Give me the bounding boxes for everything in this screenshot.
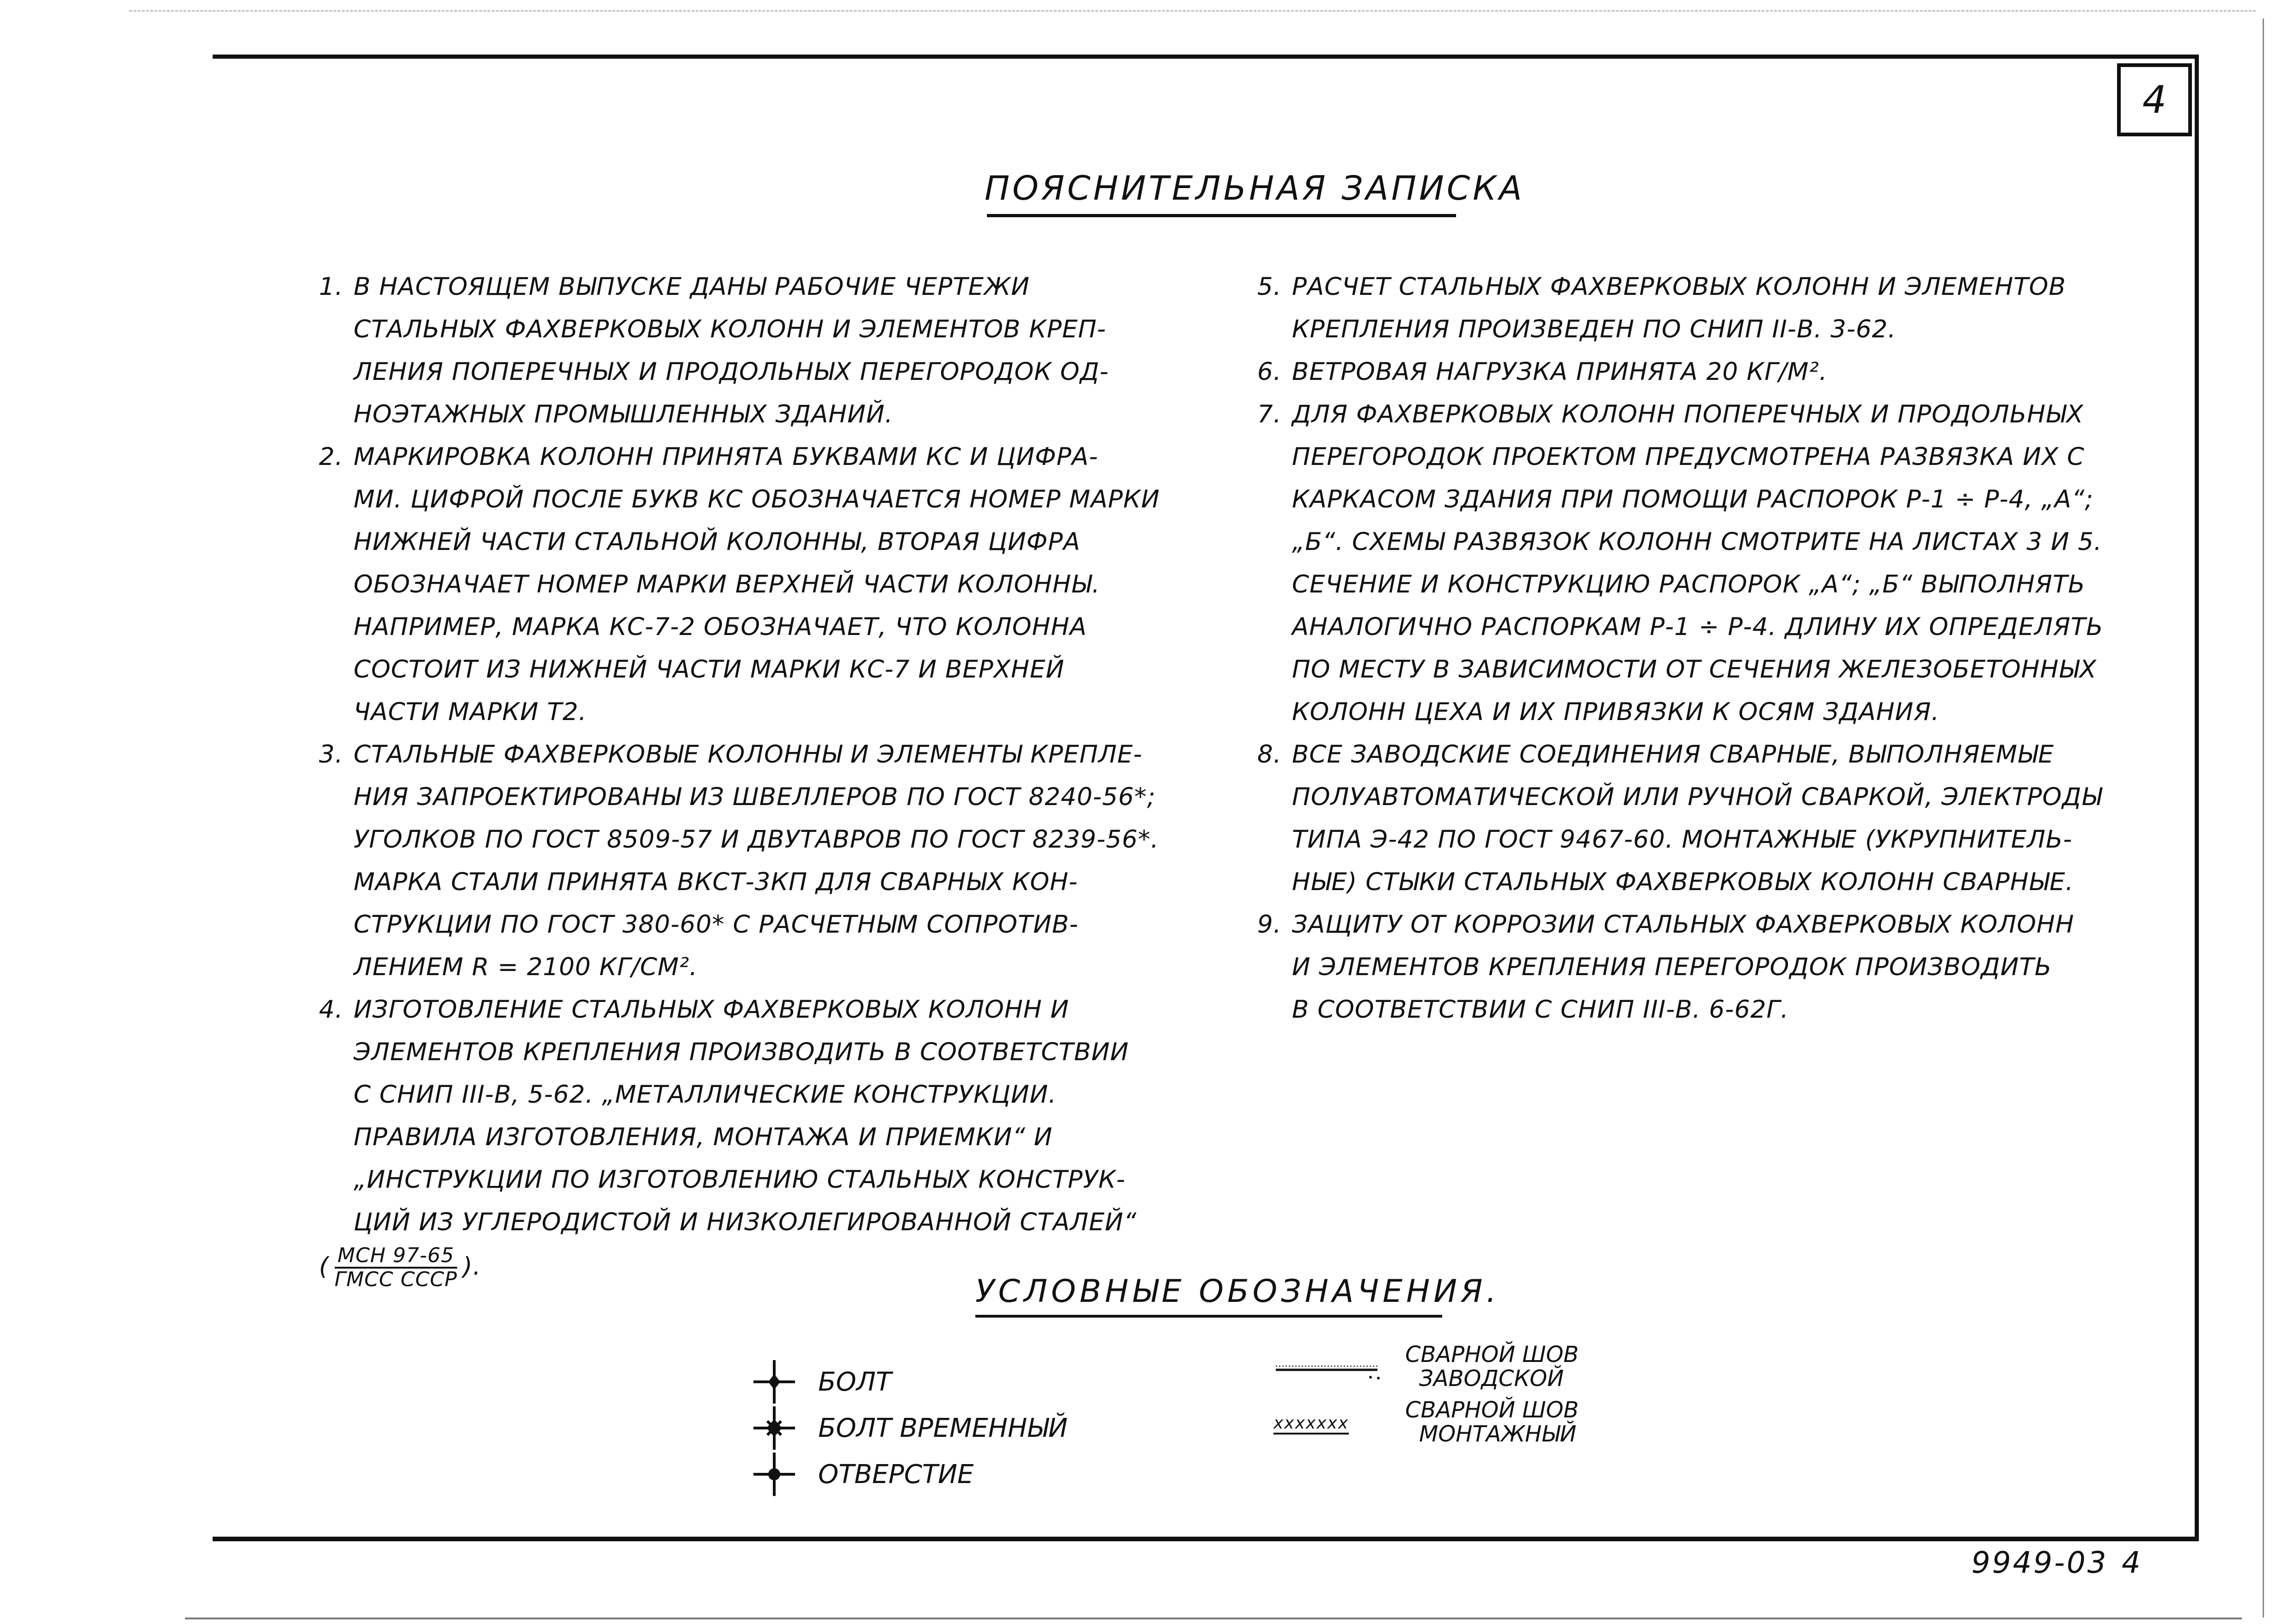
legend-hole [749,1449,973,1500]
legend-field-weld [1405,1398,1579,1446]
legend-temp-bolt-label: БОЛТ ВРЕМЕННЫЙ [818,1413,1068,1443]
legend-underline [975,1315,1442,1318]
document-code: 9949-03 [1971,1546,2108,1580]
note-number: 8. [1257,740,1282,769]
note-number: 2. [319,443,343,471]
note-item [1257,733,2163,904]
note-item [319,436,1188,733]
note-item [319,733,1188,989]
note-item [1257,904,2163,1031]
document-sheet-number: 4 [2122,1546,2141,1580]
note-number: 6. [1257,358,1282,386]
legend-bolt-label: БОЛТ [818,1367,892,1397]
field-weld-icon: xxxxxxx [1273,1414,1349,1435]
note-item [1257,266,2163,351]
page-number-box [2117,63,2192,136]
note-text: ДЛЯ ФАХВЕРКОВЫХ КОЛОНН ПОПЕРЕЧНЫХ И ПРОДОЛЬНЫХ ПЕРЕГОРОДОК ПРОЕКТОМ ПРЕДУСМОТРЕНА РАЗВЯЗКА ИХ С КАРКАСОМ ЗДАНИЯ ПРИ ПОМОЩИ РАСПОРОК Р-1 ÷ Р-4, „А“; „Б“. СХЕМЫ РАЗВЯЗОК КОЛОНН СМОТРИТЕ НА ЛИСТАХ 3 И 5. СЕЧЕНИЕ И КОНСТРУКЦИЮ РАСПОРОК „А“; „Б“ ВЫПОЛНЯТЬ АНАЛОГИЧНО РАСПОРКАМ Р-1 ÷ Р-4. ДЛИНУ ИХ ОПРЕДЕЛЯТЬ ПО МЕСТУ В ЗАВИСИМОСТИ ОТ СЕЧЕНИЯ ЖЕЛЕЗОБЕТОННЫХ КОЛОНН ЦЕХА И ИХ ПРИВЯЗКИ К ОСЯМ ЗДАНИЯ. [1292,400,2104,726]
note-number: 9. [1257,910,1282,939]
legend-bolt [749,1356,892,1407]
shop-weld-line1: СВАРНОЙ ШОВ [1405,1342,1579,1368]
page-number: 4 [2142,78,2167,122]
temporary-bolt-icon [749,1403,800,1453]
note-number: 1. [319,273,343,301]
legend-temp-bolt [749,1403,1068,1453]
shop-weld-line2: ЗАВОДСКОЙ [1419,1366,1564,1392]
note-text: ВЕТРОВАЯ НАГРУЗКА ПРИНЯТА 20 КГ/М². [1292,358,1828,386]
note-text: СТАЛЬНЫЕ ФАХВЕРКОВЫЕ КОЛОННЫ И ЭЛЕМЕНТЫ КРЕПЛЕ- НИЯ ЗАПРОЕКТИРОВАНЫ ИЗ ШВЕЛЛЕРОВ ПО ГОСТ 8240-56*; УГОЛКОВ ПО ГОСТ 8509-57 И ДВУТАВРОВ ПО ГОСТ 8239-56*. МАРКА СТАЛИ ПРИНЯТА ВКСТ-3КП ДЛЯ СВАРНЫХ КОН- СТРУКЦИИ ПО ГОСТ 380-60* С РАСЧЕТНЫМ СОПРОТИВ- ЛЕНИЕМ R = 2100 КГ/СМ². [354,740,1159,981]
fraction-denominator: ГМСС СССР [334,1268,458,1292]
field-weld-line2: МОНТАЖНЫЙ [1419,1421,1577,1447]
frame-right-border [2195,55,2199,1540]
shop-weld-icon [1276,1363,1382,1382]
note-item [1257,393,2163,733]
hole-icon [749,1449,800,1500]
note-number: 3. [319,740,343,769]
note-text: В НАСТОЯЩЕМ ВЫПУСКЕ ДАНЫ РАБОЧИЕ ЧЕРТЕЖИ СТАЛЬНЫХ ФАХВЕРКОВЫХ КОЛОНН И ЭЛЕМЕНТОВ КРЕП- ЛЕНИЯ ПОПЕРЕЧНЫХ И ПРОДОЛЬНЫХ ПЕРЕГОРОДОК ОД- НОЭТАЖНЫХ ПРОМЫШЛЕННЫХ ЗДАНИЙ. [354,273,1109,428]
standard-reference: ( $\frac{\text{МСН 97-65}}{\text{ГМСС СССР}}$ ). [319,1244,481,1292]
reference-fraction [332,1245,460,1291]
legend-hole-label: ОТВЕРСТИЕ [818,1459,974,1490]
note-item [319,266,1188,436]
note-text: ЗАЩИТУ ОТ КОРРОЗИИ СТАЛЬНЫХ ФАХВЕРКОВЫХ КОЛОНН И ЭЛЕМЕНТОВ КРЕПЛЕНИЯ ПЕРЕГОРОДОК ПРОИЗВОДИТЬ В СООТВЕТСТВИИ С СНИП III-В. 6-62Г. [1292,910,2075,1024]
note-text: РАСЧЕТ СТАЛЬНЫХ ФАХВЕРКОВЫХ КОЛОНН И ЭЛЕМЕНТОВ КРЕПЛЕНИЯ ПРОИЗВЕДЕН ПО СНИП II-В. 3-62. [1292,273,2066,343]
sheet-edge-right [2263,18,2264,1618]
frame-top-border [213,55,2196,59]
notes-left-column [319,266,1188,1291]
legend-shop-weld [1405,1343,1579,1391]
note-number: 4. [319,995,343,1024]
title-underline [987,214,1456,217]
note-text: МАРКИРОВКА КОЛОНН ПРИНЯТА БУКВАМИ КС И ЦИФРА- МИ. ЦИФРОЙ ПОСЛЕ БУКВ КС ОБОЗНАЧАЕТСЯ НОМЕР МАРКИ НИЖНЕЙ ЧАСТИ СТАЛЬНОЙ КОЛОННЫ, ВТОРАЯ ЦИФРА ОБОЗНАЧАЕТ НОМЕР МАРКИ ВЕРХНЕЙ ЧАСТИ КОЛОННЫ. НАПРИМЕР, МАРКА КС-7-2 ОБОЗНАЧАЕТ, ЧТО КОЛОННА СОСТОИТ ИЗ НИЖНЕЙ ЧАСТИ МАРКИ КС-7 И ВЕРХНЕЙ ЧАСТИ МАРКИ Т2. [354,443,1160,726]
page-title: ПОЯСНИТЕЛЬНАЯ ЗАПИСКА [985,169,1525,208]
sheet-edge-bottom [185,1618,2242,1619]
field-weld-line1: СВАРНОЙ ШОВ [1405,1397,1579,1423]
note-text: ИЗГОТОВЛЕНИЕ СТАЛЬНЫХ ФАХВЕРКОВЫХ КОЛОНН И ЭЛЕМЕНТОВ КРЕПЛЕНИЯ ПРОИЗВОДИТЬ В СООТВЕТСТВИИ С СНИП III-В, 5-62. „МЕТАЛЛИЧЕСКИЕ КОНСТРУКЦИИ. ПРАВИЛА ИЗГОТОВЛЕНИЯ, МОНТАЖА И ПРИЕМКИ“ И „ИНСТРУКЦИИ ПО ИЗГОТОВЛЕНИЮ СТАЛЬНЫХ КОНСТРУК- ЦИЙ ИЗ УГЛЕРОДИСТОЙ И НИЗКОЛЕГИРОВАННОЙ СТАЛЕЙ“ [354,995,1137,1236]
fraction-numerator: МСН 97-65 [335,1245,457,1269]
bolt-icon [749,1356,800,1407]
sheet-edge-top [129,10,2256,12]
note-number: 5. [1257,273,1282,301]
note-text: ВСЕ ЗАВОДСКИЕ СОЕДИНЕНИЯ СВАРНЫЕ, ВЫПОЛНЯЕМЫЕ ПОЛУАВТОМАТИЧЕСКОЙ ИЛИ РУЧНОЙ СВАРКОЙ, ЭЛЕКТРОДЫ ТИПА Э-42 ПО ГОСТ 9467-60. МОНТАЖНЫЕ (УКРУПНИТЕЛЬ- НЫЕ) СТЫКИ СТАЛЬНЫХ ФАХВЕРКОВЫХ КОЛОНН СВАРНЫЕ. [1292,740,2102,896]
notes-right-column [1257,266,2163,1031]
note-number: 7. [1257,400,1282,428]
frame-bottom-border [213,1537,2199,1541]
note-item [319,989,1188,1244]
legend-title: УСЛОВНЫЕ ОБОЗНАЧЕНИЯ. [975,1273,1500,1310]
note-item [1257,351,2163,393]
